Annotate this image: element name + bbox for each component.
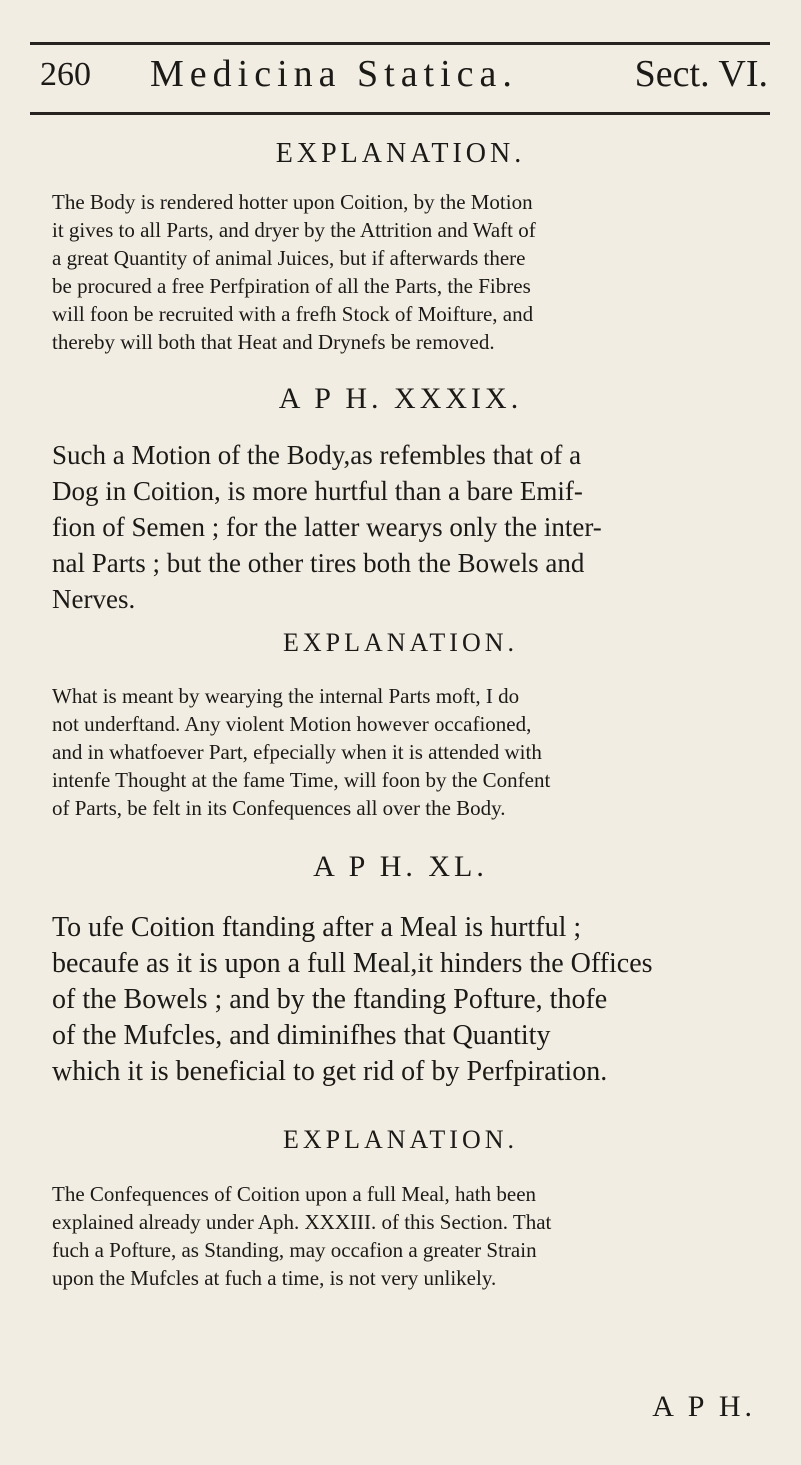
text-line: not underftand. Any violent Motion however occafioned, xyxy=(52,712,532,736)
section-label: Sect. VI. xyxy=(634,53,768,95)
text-line: will foon be recruited with a frefh Stock of Moifture, and xyxy=(52,302,534,326)
text-line: a great Quantity of animal Juices, but if afterwards there xyxy=(52,246,526,270)
text-line: of the Bowels ; and by the ftanding Pofture, thofe xyxy=(52,984,608,1015)
text-line: explained already under Aph. XXXIII. of this Section. That xyxy=(52,1210,552,1234)
text-line: fion of Semen ; for the latter wearys only the inter- xyxy=(52,512,602,542)
text-line: thereby will both that Heat and Drynefs be removed. xyxy=(52,330,495,354)
aphorism-text-39 xyxy=(52,437,752,617)
explanation-heading-1: EXPLANATION. xyxy=(275,138,526,169)
text-line: be procured a free Perfpiration of all the Parts, the Fibres xyxy=(52,274,531,298)
explanation-paragraph-2 xyxy=(52,682,752,822)
explanation-paragraph-1 xyxy=(52,188,752,356)
text-line: of the Mufcles, and diminifhes that Quantity xyxy=(52,1020,551,1051)
text-line: What is meant by wearying the internal Parts moft, I do xyxy=(52,684,520,708)
top-rule xyxy=(30,42,770,45)
explanation-paragraph-3 xyxy=(52,1180,752,1292)
explanation-heading-3: EXPLANATION. xyxy=(282,1125,519,1154)
text-line: intenfe Thought at the fame Time, will foon by the Confent xyxy=(52,768,551,792)
explanation-heading-2: EXPLANATION. xyxy=(282,628,519,657)
aphorism-heading-40: A P H. XL. xyxy=(313,850,488,883)
aphorism-heading-39: A P H. XXXIX. xyxy=(278,382,523,415)
text-line: which it is beneficial to get rid of by Perfpiration. xyxy=(52,1056,608,1087)
text-line: Dog in Coition, is more hurtful than a bare Emif- xyxy=(52,476,583,506)
text-line: becaufe as it is upon a full Meal,it hinders the Offices xyxy=(52,948,653,979)
running-header xyxy=(40,52,780,112)
text-line: To ufe Coition ftanding after a Meal is hurtful ; xyxy=(52,912,582,943)
text-line: Nerves. xyxy=(52,584,136,614)
aphorism-text-40 xyxy=(52,910,752,1090)
text-line: nal Parts ; but the other tires both the Bowels and xyxy=(52,548,585,578)
running-title: Medicina Statica. xyxy=(150,53,518,95)
text-line: and in whatfoever Part, efpecially when it is attended with xyxy=(52,740,542,764)
text-line: it gives to all Parts, and dryer by the Attrition and Waft of xyxy=(52,218,536,242)
text-line: of Parts, be felt in its Confequences all over the Body. xyxy=(52,796,506,820)
header-rule xyxy=(30,112,770,115)
text-line: The Body is rendered hotter upon Coition, by the Motion xyxy=(52,190,533,214)
text-line: upon the Mufcles at fuch a time, is not very unlikely. xyxy=(52,1266,497,1290)
text-line: fuch a Pofture, as Standing, may occafion a greater Strain xyxy=(52,1238,537,1262)
text-line: The Confequences of Coition upon a full Meal, hath been xyxy=(52,1182,537,1206)
text-line: Such a Motion of the Body,as refembles that of a xyxy=(52,440,582,470)
catchword: A P H. xyxy=(652,1390,756,1423)
page-number: 260 xyxy=(40,56,91,93)
